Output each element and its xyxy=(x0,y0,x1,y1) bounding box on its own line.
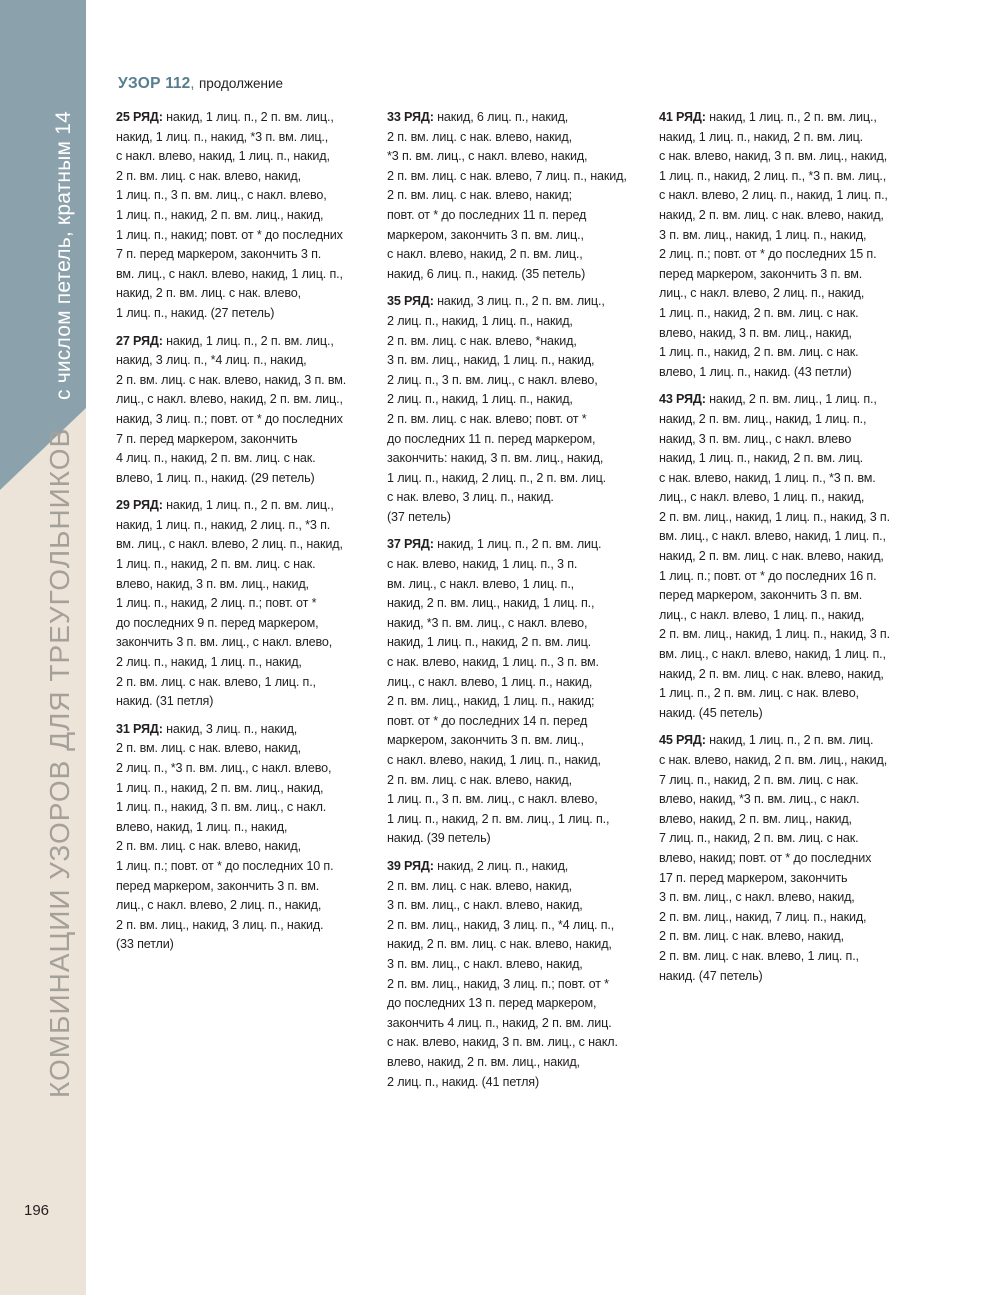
instruction-line: накид, 1 лиц. п., накид, *3 п. вм. лиц., xyxy=(116,129,329,144)
row-label: 27 РЯД: xyxy=(116,333,163,348)
row-label: 45 РЯД: xyxy=(659,733,706,748)
instruction-line: накид, 1 лиц. п., накид, 2 п. вм. лиц. xyxy=(659,451,864,466)
instruction-line xyxy=(116,720,374,740)
instruction-text: накид, 6 лиц. п., накид, xyxy=(433,110,569,124)
instruction-line: влево, накид, 2 п. вм. лиц., накид, xyxy=(387,1054,580,1069)
instruction-line: накид, 6 лиц. п., накид. (35 петель) xyxy=(387,266,586,281)
row-label: 43 РЯД: xyxy=(659,392,706,407)
row-label: 35 РЯД: xyxy=(387,294,434,309)
instruction-line: накид, 2 п. вм. лиц. с нак. влево, накид, xyxy=(659,549,884,564)
instruction-line: накид, 1 лиц. п., накид, 2 п. вм. лиц. xyxy=(659,129,864,144)
instruction-line: 7 лиц. п., накид, 2 п. вм. лиц. с нак. xyxy=(659,772,859,787)
instruction-line: 1 лиц. п., накид. (27 петель) xyxy=(116,305,275,320)
instruction-line: лиц., с накл. влево, 1 лиц. п., накид, xyxy=(387,674,593,689)
instruction-line: 2 п. вм. лиц., накид, 1 лиц. п., накид, 3 п. xyxy=(659,509,890,524)
instruction-line: 2 лиц. п., 3 п. вм. лиц., с накл. влево, xyxy=(387,372,598,387)
instruction-line: вм. лиц., с накл. влево, накид, 1 лиц. п., xyxy=(659,529,886,544)
instruction-line: перед маркером, закончить 3 п. вм. xyxy=(659,588,863,603)
instruction-line: 2 п. вм. лиц. с нак. влево, накид, xyxy=(116,839,301,854)
instruction-line: накид, 1 лиц. п., накид, 2 п. вм. лиц. xyxy=(387,635,592,650)
instruction-line: 2 п. вм. лиц. с нак. влево, накид, xyxy=(387,772,572,787)
instruction-line: лиц., с накл. влево, накид, 2 п. вм. лиц., xyxy=(116,392,343,407)
instruction-text: накид, 2 п. вм. лиц., 1 лиц. п., xyxy=(705,392,877,407)
instruction-line: 2 лиц. п., *3 п. вм. лиц., с накл. влево, xyxy=(116,761,332,775)
text-column-1 xyxy=(116,108,374,963)
instruction-line: (33 петли) xyxy=(116,937,174,952)
row-instruction xyxy=(116,720,374,955)
header-comma: , xyxy=(190,75,195,92)
instruction-line: вм. лиц., с накл. влево, накид, 1 лиц. п., xyxy=(116,266,343,281)
instruction-text: накид, 3 лиц. п., накид, xyxy=(162,721,298,736)
instruction-line: 1 лиц. п., накид, 2 п. вм. лиц., накид, xyxy=(116,207,324,222)
instruction-line: 1 лиц. п., накид, 2 п. вм. лиц., 1 лиц. п., xyxy=(387,811,610,826)
text-column-2 xyxy=(387,108,643,1100)
instruction-line: 2 п. вм. лиц. с нак. влево, накид, xyxy=(116,741,301,756)
instruction-line: до последних 9 п. перед маркером, xyxy=(116,615,319,630)
instruction-line: 1 лиц. п., 2 п. вм. лиц. с нак. влево, xyxy=(659,686,859,701)
instruction-line: с нак. влево, накид, 1 лиц. п., 3 п. вм. xyxy=(387,655,599,670)
instruction-line: 1 лиц. п., накид, 2 п. вм. лиц. с нак. xyxy=(659,345,859,360)
instruction-line: 2 п. вм. лиц. с нак. влево, 1 лиц. п., xyxy=(116,674,316,689)
instruction-line: накид, 2 п. вм. лиц. с нак. влево, накид, xyxy=(659,207,884,222)
instruction-line: 3 п. вм. лиц., с накл. влево, накид, xyxy=(387,956,583,971)
instruction-line: 4 лиц. п., накид, 2 п. вм. лиц. с нак. xyxy=(116,451,316,466)
instruction-line: накид, 2 п. вм. лиц., накид, 1 лиц. п., xyxy=(659,411,867,426)
instruction-line: 1 лиц. п., накид, 2 п. вм. лиц., накид, xyxy=(116,780,324,795)
instruction-text: накид, 1 лиц. п., 2 п. вм. лиц., xyxy=(162,498,334,513)
instruction-line: 1 лиц. п., 3 п. вм. лиц., с накл. влево, xyxy=(387,792,598,807)
instruction-line: влево, накид, 2 п. вм. лиц., накид, xyxy=(659,811,852,826)
instruction-line: 2 п. вм. лиц. с нак. влево, *накид, xyxy=(387,333,577,348)
instruction-line xyxy=(116,108,374,128)
instruction-line: закончить 4 лиц. п., накид, 2 п. вм. лиц. xyxy=(387,1015,612,1030)
row-instruction xyxy=(387,857,643,1092)
instruction-line: накид. (39 петель) xyxy=(387,831,491,846)
instruction-line: с накл. влево, 2 лиц. п., накид, 1 лиц. п., xyxy=(659,188,888,203)
row-label: 25 РЯД: xyxy=(116,110,163,124)
instruction-line: накид. (31 петля) xyxy=(116,694,214,709)
instruction-text: накид, 1 лиц. п., 2 п. вм. лиц., xyxy=(162,110,334,124)
instruction-line: 1 лиц. п.; повт. от * до последних 16 п. xyxy=(659,568,877,583)
instruction-line: 1 лиц. п., накид, 3 п. вм. лиц., с накл. xyxy=(116,800,327,815)
instruction-line: закончить: накид, 3 п. вм. лиц., накид, xyxy=(387,451,604,466)
instruction-line: закончить 3 п. вм. лиц., с накл. влево, xyxy=(116,635,333,650)
instruction-line: с нак. влево, накид, 3 п. вм. лиц., накид, xyxy=(659,149,888,164)
instruction-line: с накл. влево, накид, 2 п. вм. лиц., xyxy=(387,247,583,262)
instruction-line: 3 п. вм. лиц., накид, 1 лиц. п., накид, xyxy=(659,227,867,242)
instruction-line xyxy=(387,108,643,128)
instruction-line: 2 п. вм. лиц. с нак. влево, 1 лиц. п., xyxy=(659,948,859,963)
row-label: 37 РЯД: xyxy=(387,537,434,552)
instruction-line xyxy=(116,496,374,516)
instruction-line: маркером, закончить 3 п. вм. лиц., xyxy=(387,733,584,748)
instruction-line: 1 лиц. п., 3 п. вм. лиц., с накл. влево, xyxy=(116,188,327,203)
instruction-line: 7 п. перед маркером, закончить 3 п. xyxy=(116,247,322,262)
row-instruction xyxy=(387,292,643,527)
instruction-line: влево, накид, 1 лиц. п., накид, xyxy=(116,819,288,834)
instruction-line: с нак. влево, накид, 2 п. вм. лиц., накид, xyxy=(659,753,888,767)
instruction-line: 1 лиц. п., накид, 2 п. вм. лиц. с нак. xyxy=(116,557,316,572)
instruction-text: накид, 1 лиц. п., 2 п. вм. лиц. xyxy=(705,733,874,748)
instruction-line: с нак. влево, накид, 1 лиц. п., 3 п. xyxy=(387,557,578,572)
instruction-line: 1 лиц. п., накид, 2 п. вм. лиц. с нак. xyxy=(659,305,859,320)
instruction-line: до последних 11 п. перед маркером, xyxy=(387,431,596,446)
instruction-line: 2 п. вм. лиц. с нак. влево, накид, xyxy=(387,878,572,893)
instruction-line: накид, 2 п. вм. лиц., накид, 1 лиц. п., xyxy=(387,596,595,611)
instruction-line: лиц., с накл. влево, 1 лиц. п., накид, xyxy=(659,607,865,622)
instruction-line: накид. (47 петель) xyxy=(659,968,763,983)
instruction-line: 1 лиц. п., накид, 2 лиц. п., 2 п. вм. лиц. xyxy=(387,470,606,485)
instruction-line: 1 лиц. п.; повт. от * до последних 10 п. xyxy=(116,858,334,873)
instruction-line xyxy=(659,108,917,128)
row-instruction xyxy=(116,332,374,489)
instruction-line: накид, 2 п. вм. лиц. с нак. влево, накид, xyxy=(659,666,884,681)
pattern-name: УЗОР xyxy=(118,75,161,92)
instruction-text: накид, 1 лиц. п., 2 п. вм. лиц., xyxy=(162,333,334,348)
instruction-line: 2 п. вм. лиц., накид, 3 лиц. п., *4 лиц. п., xyxy=(387,917,615,932)
instruction-line: вм. лиц., с накл. влево, 2 лиц. п., накид, xyxy=(116,537,343,552)
instruction-text: накид, 3 лиц. п., 2 п. вм. лиц., xyxy=(433,294,605,309)
instruction-text: накид, 1 лиц. п., 2 п. вм. лиц., xyxy=(705,110,877,124)
row-label: 33 РЯД: xyxy=(387,110,434,124)
instruction-line: 2 лиц. п.; повт. от * до последних 15 п. xyxy=(659,247,877,262)
row-instruction xyxy=(387,535,643,849)
instruction-line: 7 п. перед маркером, закончить xyxy=(116,431,298,446)
continued-label: продолжение xyxy=(198,76,284,91)
row-label: 29 РЯД: xyxy=(116,498,163,513)
instruction-line: накид, *3 п. вм. лиц., с накл. влево, xyxy=(387,615,588,630)
instruction-line: 17 п. перед маркером, закончить xyxy=(659,870,848,885)
instruction-line: повт. от * до последних 14 п. перед xyxy=(387,713,588,728)
instruction-line: 3 п. вм. лиц., накид, 1 лиц. п., накид, xyxy=(387,353,595,368)
pattern-number: 112 xyxy=(165,75,191,92)
instruction-line: накид, 3 лиц. п.; повт. от * до последних xyxy=(116,411,343,426)
instruction-line: 2 лиц. п., накид. (41 петля) xyxy=(387,1074,540,1089)
instruction-line: повт. от * до последних 11 п. перед xyxy=(387,207,587,222)
instruction-line: 1 лиц. п., накид, 2 лиц. п.; повт. от * xyxy=(116,596,317,611)
instruction-line: 2 п. вм. лиц., накид, 7 лиц. п., накид, xyxy=(659,909,867,924)
instruction-line: 1 лиц. п., накид, 2 лиц. п., *3 п. вм. лиц., xyxy=(659,168,887,183)
instruction-line: 2 п. вм. лиц., накид, 1 лиц. п., накид, 3 п. xyxy=(659,627,890,642)
row-label: 39 РЯД: xyxy=(387,858,434,873)
row-label: 31 РЯД: xyxy=(116,721,163,736)
instruction-line: влево, 1 лиц. п., накид. (29 петель) xyxy=(116,470,315,485)
instruction-line: влево, накид, 3 п. вм. лиц., накид, xyxy=(659,325,852,340)
instruction-line: лиц., с накл. влево, 2 лиц. п., накид, xyxy=(116,898,322,913)
instruction-line xyxy=(387,292,643,312)
instruction-line xyxy=(387,857,643,877)
instruction-line: влево, 1 лиц. п., накид. (43 петли) xyxy=(659,364,852,379)
instruction-line: влево, накид; повт. от * до последних xyxy=(659,850,872,865)
instruction-line: накид, 2 п. вм. лиц. с нак. влево, xyxy=(116,286,301,301)
instruction-line: 2 п. вм. лиц., накид, 1 лиц. п., накид; xyxy=(387,694,595,709)
row-instruction xyxy=(116,496,374,712)
row-instruction xyxy=(659,731,917,986)
instruction-line: с нак. влево, накид, 1 лиц. п., *3 п. вм. xyxy=(659,470,876,485)
row-instruction xyxy=(659,390,917,723)
instruction-line: маркером, закончить 3 п. вм. лиц., xyxy=(387,227,584,242)
instruction-line: накид, 1 лиц. п., накид, 2 лиц. п., *3 п. xyxy=(116,517,331,532)
instruction-line: перед маркером, закончить 3 п. вм. xyxy=(116,878,320,893)
page-number: 196 xyxy=(24,1202,50,1219)
instruction-text: накид, 1 лиц. п., 2 п. вм. лиц. xyxy=(433,537,602,552)
instruction-line: *3 п. вм. лиц., с накл. влево, накид, xyxy=(387,149,588,164)
instruction-line: вм. лиц., с накл. влево, накид, 1 лиц. п., xyxy=(659,647,886,662)
instruction-line: влево, накид, *3 п. вм. лиц., с накл. xyxy=(659,792,860,807)
instruction-line: 2 п. вм. лиц., накид, 3 лиц. п., накид. xyxy=(116,917,324,932)
instruction-line: накид, 3 лиц. п., *4 лиц. п., накид, xyxy=(116,353,307,368)
instruction-line: перед маркером, закончить 3 п. вм. xyxy=(659,266,863,281)
instruction-line: с накл. влево, накид, 1 лиц. п., накид, xyxy=(116,149,330,164)
instruction-line: 2 п. вм. лиц. с нак. влево, накид, xyxy=(387,129,572,144)
text-column-3 xyxy=(659,108,917,994)
instruction-line: накид. (45 петель) xyxy=(659,705,763,720)
instruction-line: 2 п. вм. лиц. с нак. влево, накид, xyxy=(116,168,301,183)
row-instruction xyxy=(659,108,917,382)
instruction-line xyxy=(659,390,917,410)
page-header xyxy=(118,75,283,93)
instruction-line: вм. лиц., с накл. влево, 1 лиц. п., xyxy=(387,576,575,591)
instruction-line: 3 п. вм. лиц., с накл. влево, накид, xyxy=(387,898,583,913)
instruction-line: влево, накид, 3 п. вм. лиц., накид, xyxy=(116,576,309,591)
instruction-line: 2 лиц. п., накид, 1 лиц. п., накид, xyxy=(116,655,302,670)
instruction-line: (37 петель) xyxy=(387,509,451,524)
instruction-line xyxy=(387,535,643,555)
instruction-line xyxy=(659,731,917,751)
instruction-line: 2 лиц. п., накид, 1 лиц. п., накид, xyxy=(387,392,573,407)
instruction-line: 2 п. вм. лиц. с нак. влево; повт. от * xyxy=(387,411,587,426)
instruction-line: 2 п. вм. лиц., накид, 3 лиц. п.; повт. от * xyxy=(387,976,609,991)
instruction-line: с накл. влево, накид, 1 лиц. п., накид, xyxy=(387,753,601,767)
instruction-line: 2 п. вм. лиц. с нак. влево, накид; xyxy=(387,188,572,203)
instruction-line: 1 лиц. п., накид; повт. от * до последних xyxy=(116,227,343,242)
instruction-text: накид, 2 лиц. п., накид, xyxy=(433,858,569,873)
instruction-line: накид, 2 п. вм. лиц. с нак. влево, накид, xyxy=(387,937,612,952)
row-instruction xyxy=(387,108,643,284)
instruction-line: 2 п. вм. лиц. с нак. влево, накид, 3 п. вм. xyxy=(116,372,347,387)
row-label: 41 РЯД: xyxy=(659,110,706,124)
instruction-line: 2 лиц. п., накид, 1 лиц. п., накид, xyxy=(387,313,573,328)
instruction-line: 7 лиц. п., накид, 2 п. вм. лиц. с нак. xyxy=(659,831,859,846)
instruction-line: с нак. влево, накид, 3 п. вм. лиц., с накл. xyxy=(387,1035,618,1050)
instruction-line xyxy=(116,332,374,352)
row-instruction xyxy=(116,108,374,324)
instruction-line: лиц., с накл. влево, 2 лиц. п., накид, xyxy=(659,286,865,301)
instruction-line: 3 п. вм. лиц., с накл. влево, накид, xyxy=(659,890,855,905)
sidebar-title: КОМБИНАЦИИ УЗОРОВ ДЛЯ ТРЕУГОЛЬНИКОВ xyxy=(44,427,75,1098)
instruction-line: лиц., с накл. влево, 1 лиц. п., накид, xyxy=(659,490,865,505)
instruction-line: 2 п. вм. лиц. с нак. влево, 7 лиц. п., накид, xyxy=(387,168,627,183)
instruction-line: с нак. влево, 3 лиц. п., накид. xyxy=(387,490,554,505)
instruction-line: 2 п. вм. лиц. с нак. влево, накид, xyxy=(659,929,844,944)
instruction-line: до последних 13 п. перед маркером, xyxy=(387,996,597,1011)
instruction-line: накид, 3 п. вм. лиц., с накл. влево xyxy=(659,431,852,446)
sidebar-subtitle: с числом петель, кратным 14 xyxy=(52,111,75,400)
